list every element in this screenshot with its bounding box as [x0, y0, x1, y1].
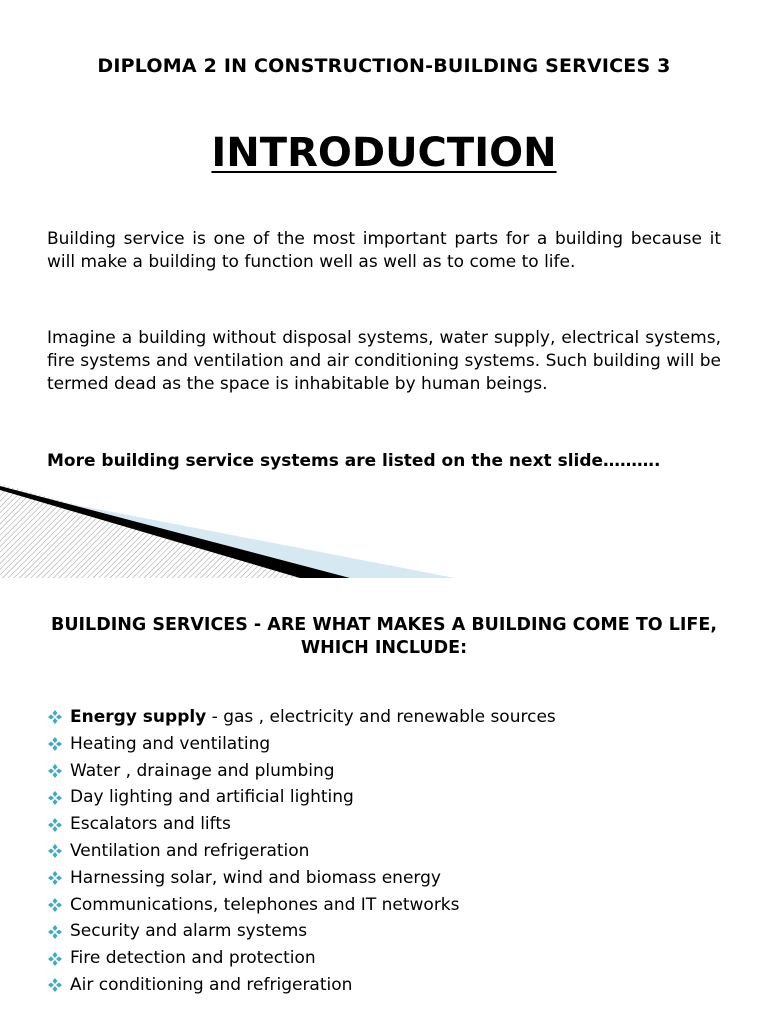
- list-item-rest: Escalators and lifts: [70, 814, 231, 835]
- list-item-text: [70, 704, 556, 731]
- list-item-text: [70, 731, 270, 758]
- list-item: [47, 731, 737, 758]
- diamond-bullet-icon: [47, 709, 63, 725]
- list-item-lead: Energy supply: [70, 707, 207, 727]
- list-item-text: [70, 945, 316, 972]
- list-item-rest: Water , drainage and plumbing: [70, 760, 335, 781]
- diamond-bullet-icon: [47, 977, 63, 993]
- diamond-bullet-icon: [47, 736, 63, 752]
- list-item: [47, 811, 737, 838]
- list-item-rest: Day lighting and artificial lighting: [70, 787, 354, 808]
- list-item-rest: Heating and ventilating: [70, 733, 271, 754]
- services-heading: BUILDING SERVICES - ARE WHAT MAKES A BUILDING COME TO LIFE, WHICH INCLUDE:: [51, 615, 717, 658]
- diamond-bullet-icon: [47, 790, 63, 806]
- course-title: DIPLOMA 2 IN CONSTRUCTION-BUILDING SERVICES 3: [97, 55, 671, 77]
- decorative-swoosh: [0, 484, 460, 578]
- page-title: [0, 130, 768, 176]
- diamond-bullet-icon: [47, 817, 63, 833]
- list-item-rest: Security and alarm systems: [70, 921, 308, 942]
- list-item-text: [70, 865, 441, 892]
- list-item-text: [70, 918, 307, 945]
- list-item: [47, 918, 737, 945]
- list-item-text: [70, 811, 231, 838]
- list-item-rest: Ventilation and refrigeration: [70, 840, 310, 861]
- intro-paragraph-1: Building service is one of the most important parts for a building because it will make a building to function well as well as to come to life.: [47, 229, 721, 272]
- diamond-bullet-icon: [47, 763, 63, 779]
- slide-building-services: [0, 590, 768, 1024]
- list-item: [47, 892, 737, 919]
- list-item-text: [70, 784, 354, 811]
- list-item-text: [70, 758, 335, 785]
- intro-paragraph-3: More building service systems are listed on the next slide……….: [47, 451, 661, 471]
- list-item-rest: - gas , electricity and renewable sources: [206, 707, 556, 727]
- diamond-bullet-icon: [47, 951, 63, 967]
- diamond-bullet-icon: [47, 870, 63, 886]
- list-item: [47, 784, 737, 811]
- list-item-rest: Air conditioning and refrigeration: [70, 974, 353, 995]
- intro-heading-text: INTRODUCTION: [211, 130, 557, 176]
- intro-paragraph-2: Imagine a building without disposal systems, water supply, electrical systems, fire systems and ventilation and air conditioning systems. Such building will be termed dead as the space is inhabitable by human beings.: [47, 328, 721, 394]
- list-item-text: [70, 838, 309, 865]
- list-item: [47, 865, 737, 892]
- list-item-rest: Harnessing solar, wind and biomass energy: [70, 867, 441, 888]
- list-item: [47, 838, 737, 865]
- list-item-rest: Communications, telephones and IT networks: [70, 894, 460, 915]
- services-list: [47, 704, 737, 999]
- list-item: [47, 704, 737, 731]
- list-item-text: [70, 972, 352, 999]
- list-item: [47, 758, 737, 785]
- list-item-text: [70, 892, 460, 919]
- diamond-bullet-icon: [47, 924, 63, 940]
- list-item: [47, 945, 737, 972]
- diamond-bullet-icon: [47, 897, 63, 913]
- diamond-bullet-icon: [47, 843, 63, 859]
- list-item: [47, 972, 737, 999]
- list-item-rest: Fire detection and protection: [70, 948, 316, 969]
